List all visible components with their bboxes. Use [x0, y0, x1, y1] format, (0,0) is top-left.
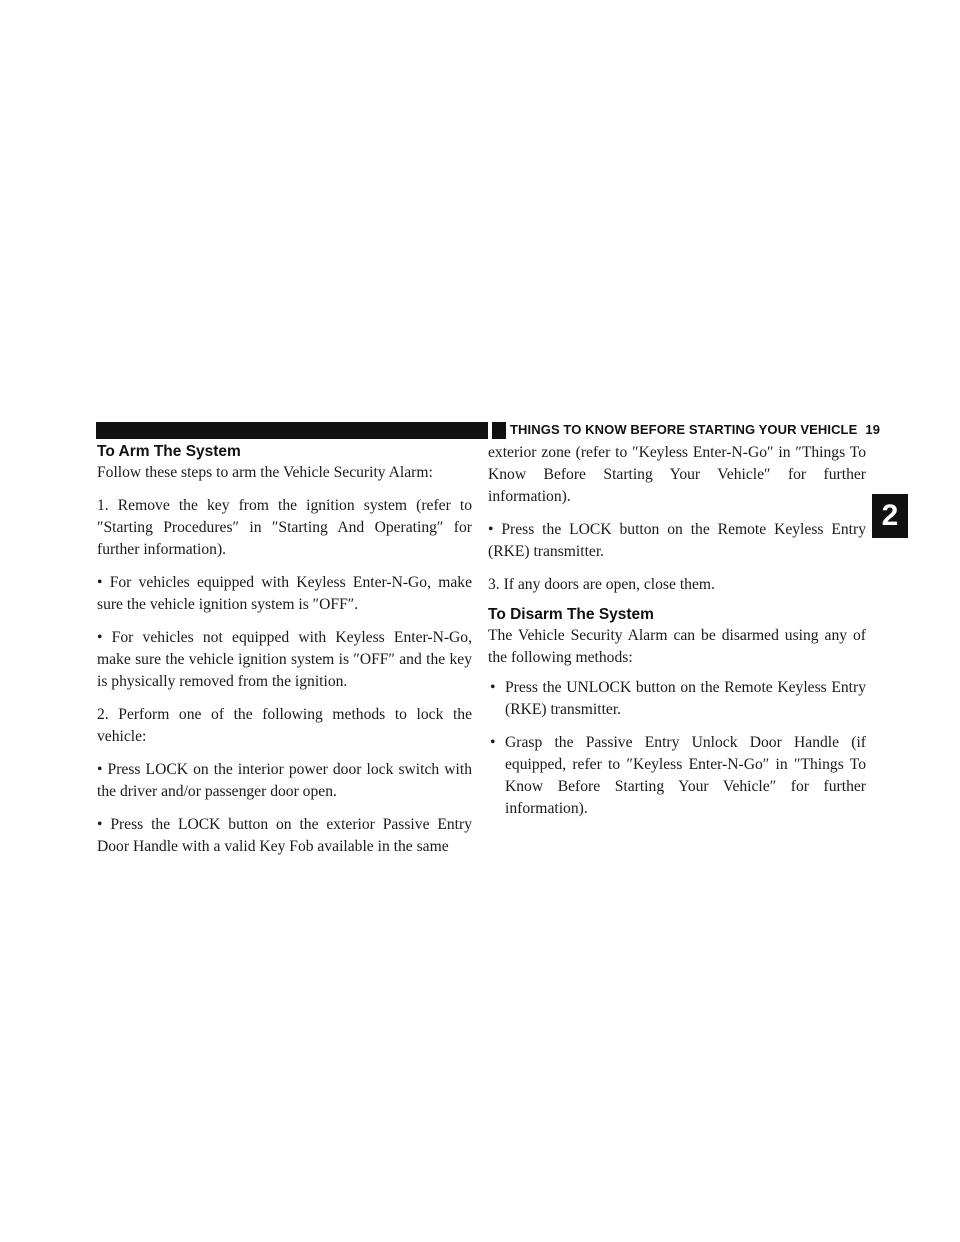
paragraph: • Press the LOCK button on the Remote Keyless Entry (RKE) transmitter.: [488, 521, 866, 560]
section-heading-arm: To Arm The System: [97, 443, 241, 460]
paragraph: • Press the LOCK button on the exterior Passive Entry Door Handle with a valid Key Fob available in the same: [97, 816, 472, 855]
right-column: [488, 442, 866, 831]
paragraph: • Press LOCK on the interior power door lock switch with the driver and/or passenger door open.: [97, 761, 472, 800]
list-item: • Grasp the Passive Entry Unlock Door Handle (if equipped, refer to ″Keyless Enter-N-Go″ in ″Things To Know Before Starting Your Vehicle″ for further information).: [488, 732, 866, 820]
list-item: • Press the UNLOCK button on the Remote Keyless Entry (RKE) transmitter.: [488, 677, 866, 721]
disarm-methods-list: [488, 677, 866, 820]
running-header: [506, 420, 882, 440]
paragraph: exterior zone (refer to ″Keyless Enter-N-Go″ in ″Things To Know Before Starting Your Vehicle″ for further information).: [488, 444, 866, 505]
page-number: 19: [865, 422, 881, 437]
left-column: [97, 442, 472, 858]
paragraph: • For vehicles not equipped with Keyless Enter-N-Go, make sure the vehicle ignition system is ″OFF″ and the key is physically removed from the ignition.: [97, 629, 472, 690]
paragraph: 2. Perform one of the following methods to lock the vehicle:: [97, 706, 472, 745]
paragraph: The Vehicle Security Alarm can be disarmed using any of the following methods:: [488, 627, 866, 666]
paragraph: • For vehicles equipped with Keyless Enter-N-Go, make sure the vehicle ignition system is ″OFF″.: [97, 574, 472, 613]
paragraph: 1. Remove the key from the ignition system (refer to ″Starting Procedures″ in ″Starting And Operating″ for further information).: [97, 497, 472, 558]
section-heading-disarm: To Disarm The System: [488, 606, 654, 623]
header-rule-left: [96, 422, 488, 439]
section-title: THINGS TO KNOW BEFORE STARTING YOUR VEHICLE: [510, 422, 858, 437]
paragraph: Follow these steps to arm the Vehicle Security Alarm:: [97, 464, 433, 481]
paragraph: 3. If any doors are open, close them.: [488, 576, 715, 593]
chapter-tab: 2: [872, 494, 908, 538]
